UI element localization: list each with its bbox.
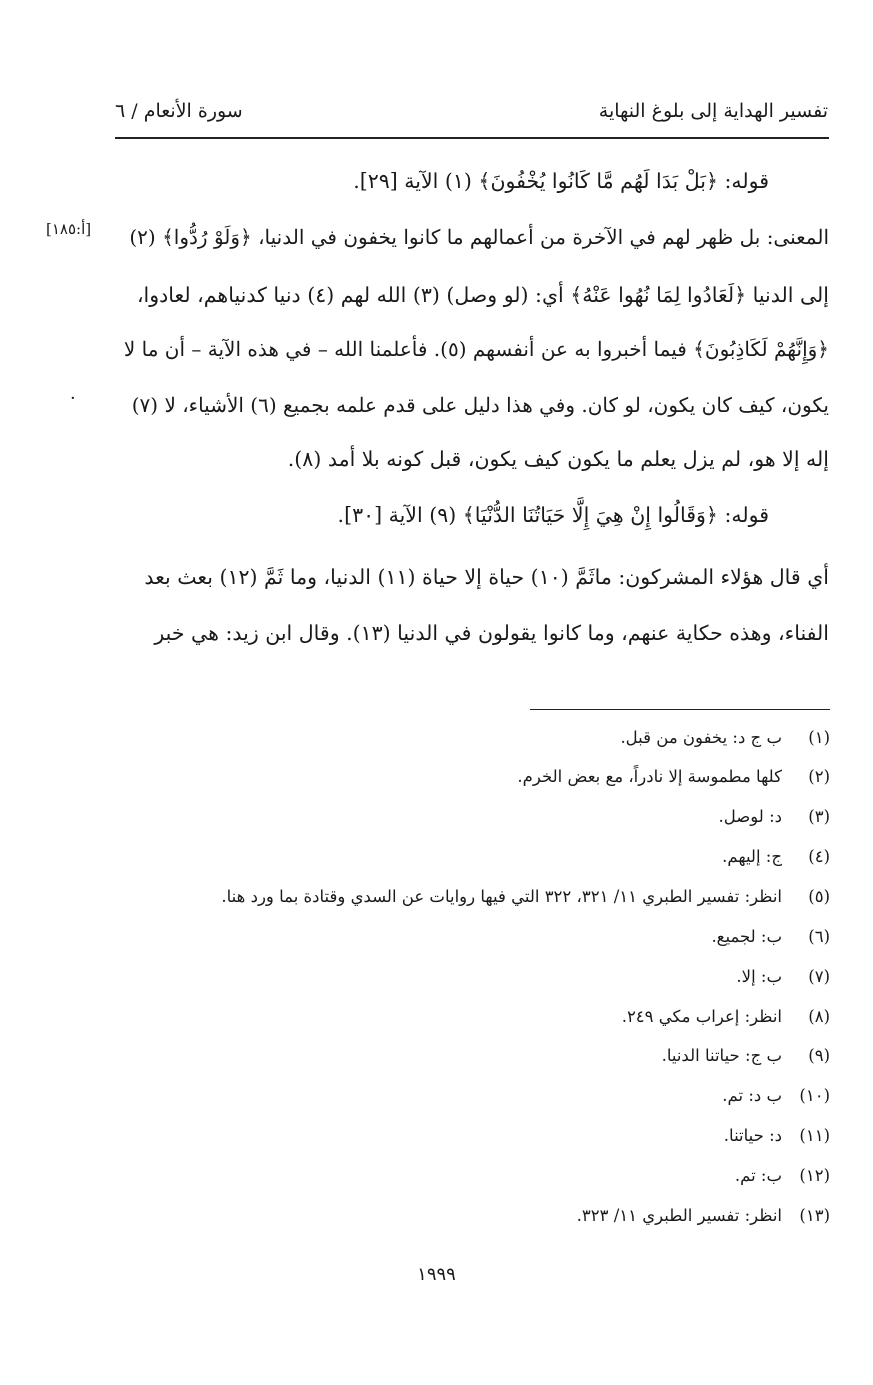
footnote-item [722, 847, 830, 866]
footnote-number: (٧) [808, 967, 830, 986]
footnote-number: (٦) [808, 927, 830, 946]
footnote-text: ب: لجميع. [711, 927, 782, 946]
footnote-item [711, 927, 830, 946]
footnote-item [719, 807, 830, 826]
footnote-number: (١٣) [799, 1206, 830, 1225]
page-number: ١٩٩٩ [417, 1264, 456, 1285]
footnote-number: (١٠) [799, 1086, 830, 1105]
footnote-text: انظر: تفسير الطبري ١١/ ٣٢١، ٣٢٢ التي فيها روايات عن السدي وقتادة بما ورد هنا. [221, 887, 782, 906]
margin-manuscript-ref: [أ:١٨٥] [46, 220, 92, 238]
footnote-item [622, 1007, 830, 1026]
footnote-text: ب ج: حياتنا الدنيا. [661, 1046, 782, 1065]
paragraph-line: المعنى: بل ظهر لهم في الآخرة من أعمالهم ما كانوا يخفون في الدنيا، ﴿وَلَوْ رُدُّوا﴾ (٢) [129, 225, 829, 249]
footnote-text: انظر: تفسير الطبري ١١/ ٣٢٣. [576, 1206, 782, 1225]
margin-dot: · [70, 388, 76, 409]
footnote-text: انظر: إعراب مكي ٢٤٩. [621, 1007, 782, 1026]
paragraph-line: إله إلا هو، لم يزل يعلم ما يكون كيف يكون، قبل كونه بلا أمد (٨). [287, 447, 829, 471]
footnote-text: ب ج د: يخفون من قبل. [620, 728, 782, 747]
footnote-number: (١) [808, 728, 830, 747]
verse-heading-30: قوله: ﴿وَقَالُوا إِنْ هِيَ إِلَّا حَيَاتُنَا الدُّنْيَا﴾ (٩) الآية [٣٠]. [337, 503, 769, 527]
running-header-surah: سورة الأنعام / ٦ [115, 100, 243, 122]
footnote-item [662, 1046, 830, 1065]
footnote-item [620, 728, 830, 747]
footnote-number: (٣) [808, 807, 830, 826]
paragraph-line: أي قال هؤلاء المشركون: ماثَمَّ (١٠) حياة إلا حياة (١١) الدنيا، وما ثَمَّ (١٢) بعث بعد [144, 565, 829, 589]
footnote-text: كلها مطموسة إلا نادراً، مع بعض الخرم. [517, 767, 782, 786]
footnote-text: ب د: تم. [722, 1086, 782, 1105]
footnote-item [736, 967, 830, 986]
footnote-text: ج: إليهم. [722, 847, 782, 866]
footnote-number: (٩) [808, 1046, 830, 1065]
footnote-number: (١٢) [799, 1166, 830, 1185]
footnote-number: (٢) [808, 767, 830, 786]
footnote-number: (٨) [808, 1007, 830, 1026]
paragraph-line: ﴿وَإِنَّهُمْ لَكَاذِبُونَ﴾ فيما أخبروا به عن أنفسهم (٥). فأعلمنا الله – في هذه الآية – أن ما لا [123, 337, 829, 361]
footnote-number: (١١) [799, 1126, 830, 1145]
footnote-item [517, 767, 830, 786]
footnote-text: ب: إلا. [736, 967, 782, 986]
footnote-item [221, 887, 830, 906]
footnote-text: ب: تم. [734, 1166, 782, 1185]
verse-heading-29: قوله: ﴿بَلْ بَدَا لَهُم مَّا كَانُوا يُخْفُونَ﴾ (١) الآية [٢٩]. [353, 169, 769, 193]
paragraph-line: الفناء، وهذه حكاية عنهم، وما كانوا يقولون في الدنيا (١٣). وقال ابن زيد: هي خبر [154, 621, 829, 645]
paragraph-line: يكون، كيف كان يكون، لو كان. وفي هذا دليل على قدم علمه بجميع (٦) الأشياء، لا (٧) [131, 393, 829, 417]
footnote-item [735, 1166, 830, 1185]
footnote-text: د: حياتنا. [723, 1126, 782, 1145]
footnote-number: (٤) [808, 847, 830, 866]
footnote-rule [530, 709, 830, 710]
running-header-title: تفسير الهداية إلى بلوغ النهاية [598, 100, 828, 122]
footnote-number: (٥) [808, 887, 830, 906]
main-text [115, 0, 829, 700]
footnote-text: د: لوصل. [718, 807, 782, 826]
paragraph-line: إلى الدنيا ﴿لَعَادُوا لِمَا نُهُوا عَنْهُ﴾ أي: (لو وصل) (٣) الله لهم (٤) دنيا كدنياهم، لعادوا، [136, 283, 829, 307]
footnote-item [724, 1126, 830, 1145]
footnote-item [577, 1206, 830, 1225]
footnote-item [722, 1086, 830, 1105]
